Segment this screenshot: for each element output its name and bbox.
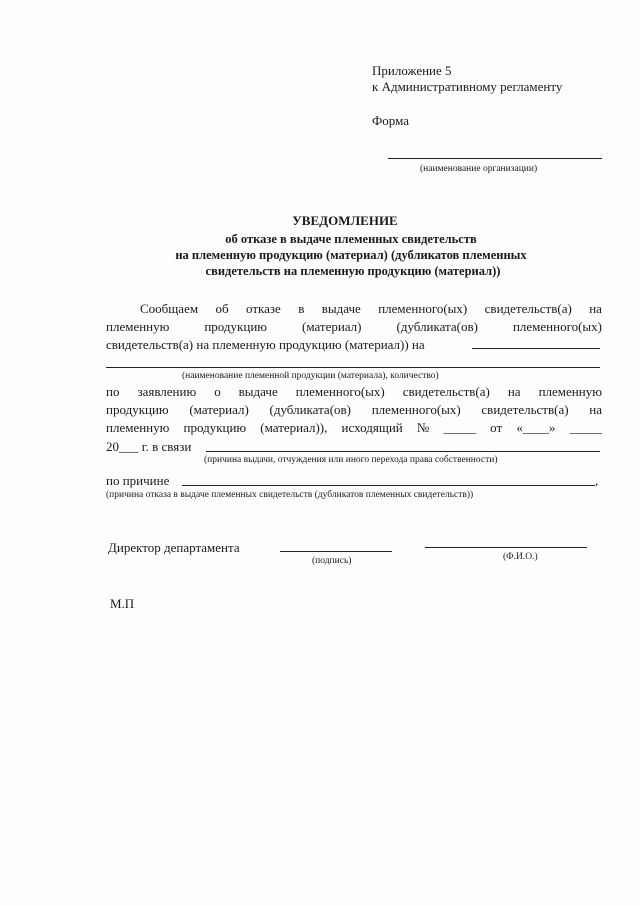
form-label: Форма xyxy=(372,113,409,128)
paragraph-line-7: 20___ г. в связи xyxy=(106,439,192,454)
title-line-2: на племенную продукцию (материал) (дубликатов племенных xyxy=(175,248,527,262)
paragraph-line-3: свидетельств(а) на племенную продукцию (материал)) на xyxy=(106,337,425,352)
word: (дубликата(ов) xyxy=(396,319,478,334)
word: (материал) xyxy=(301,319,362,334)
word: (дубликата(ов) xyxy=(269,402,351,417)
stamp-place: М.П xyxy=(110,596,135,611)
word: на xyxy=(589,301,602,316)
title-line-3: свидетельств на племенную продукцию (материал)) xyxy=(205,264,501,278)
word: племенного(ых) xyxy=(512,319,602,334)
notice-title: УВЕДОМЛЕНИЕ xyxy=(292,213,398,228)
reason-issue-caption: (причина выдачи, отчуждения или иного перехода права собственности) xyxy=(204,455,498,465)
word: (материал)), xyxy=(260,420,328,435)
word: на xyxy=(589,402,602,417)
product-fill-line-short xyxy=(472,348,600,349)
organization-caption: (наименование организации) xyxy=(420,164,538,174)
reason-refusal-caption: (причина отказа в выдаче племенных свидетельств (дубликатов племенных свидетельств)) xyxy=(106,490,474,500)
word: продукцию xyxy=(106,402,169,417)
word: племенную xyxy=(106,319,170,334)
signature-caption: (подпись) xyxy=(312,556,352,566)
word: свидетельств(а) xyxy=(481,402,569,417)
product-fill-line xyxy=(106,367,600,368)
paragraph-line-2 xyxy=(106,319,602,335)
word: _____ xyxy=(569,420,602,435)
signature-line xyxy=(280,551,392,552)
regulation-reference: к Административному регламенту xyxy=(372,79,563,94)
line-end-comma: , xyxy=(595,473,599,488)
word: на xyxy=(507,384,521,399)
word: «____» xyxy=(516,420,556,435)
word: отказе xyxy=(246,301,281,316)
word: продукцию xyxy=(183,420,247,435)
word: племенного(ых) xyxy=(295,384,385,399)
full-name-caption: (Ф.И.О.) xyxy=(503,552,538,562)
word: исходящий xyxy=(341,420,403,435)
appendix-number: Приложение 5 xyxy=(372,63,452,78)
word: _____ xyxy=(443,420,476,435)
word: выдаче xyxy=(321,301,361,316)
word: по xyxy=(106,384,120,399)
title-line-1: об отказе в выдаче племенных свидетельств xyxy=(225,232,477,246)
word: свидетельств(а) xyxy=(402,384,490,399)
full-name-line xyxy=(425,547,587,548)
word: племенную xyxy=(106,420,170,435)
paragraph-line-8: по причине xyxy=(106,473,170,488)
word: племенного(ых) xyxy=(371,402,461,417)
signatory-position: Директор департамента xyxy=(108,540,240,555)
reason-refusal-fill-line xyxy=(182,485,595,486)
word: об xyxy=(215,301,229,316)
organization-line xyxy=(388,158,602,159)
paragraph-line-6 xyxy=(106,420,602,436)
paragraph-line-4 xyxy=(106,384,602,400)
word: от xyxy=(490,420,503,435)
reason-issue-fill-line xyxy=(206,451,600,452)
word: (материал) xyxy=(189,402,249,417)
word: свидетельств(а) xyxy=(484,301,572,316)
word: в xyxy=(298,301,305,316)
word: № xyxy=(416,420,430,435)
word: о xyxy=(214,384,221,399)
word: Сообщаем xyxy=(140,301,199,316)
word: продукцию xyxy=(204,319,267,334)
paragraph-line-5 xyxy=(106,402,602,418)
paragraph-line-1 xyxy=(140,301,602,317)
word: племенную xyxy=(538,384,602,399)
word: заявлению xyxy=(137,384,197,399)
word: выдаче xyxy=(238,384,278,399)
word: племенного(ых) xyxy=(378,301,468,316)
product-caption: (наименование племенной продукции (материала), количество) xyxy=(182,371,439,381)
